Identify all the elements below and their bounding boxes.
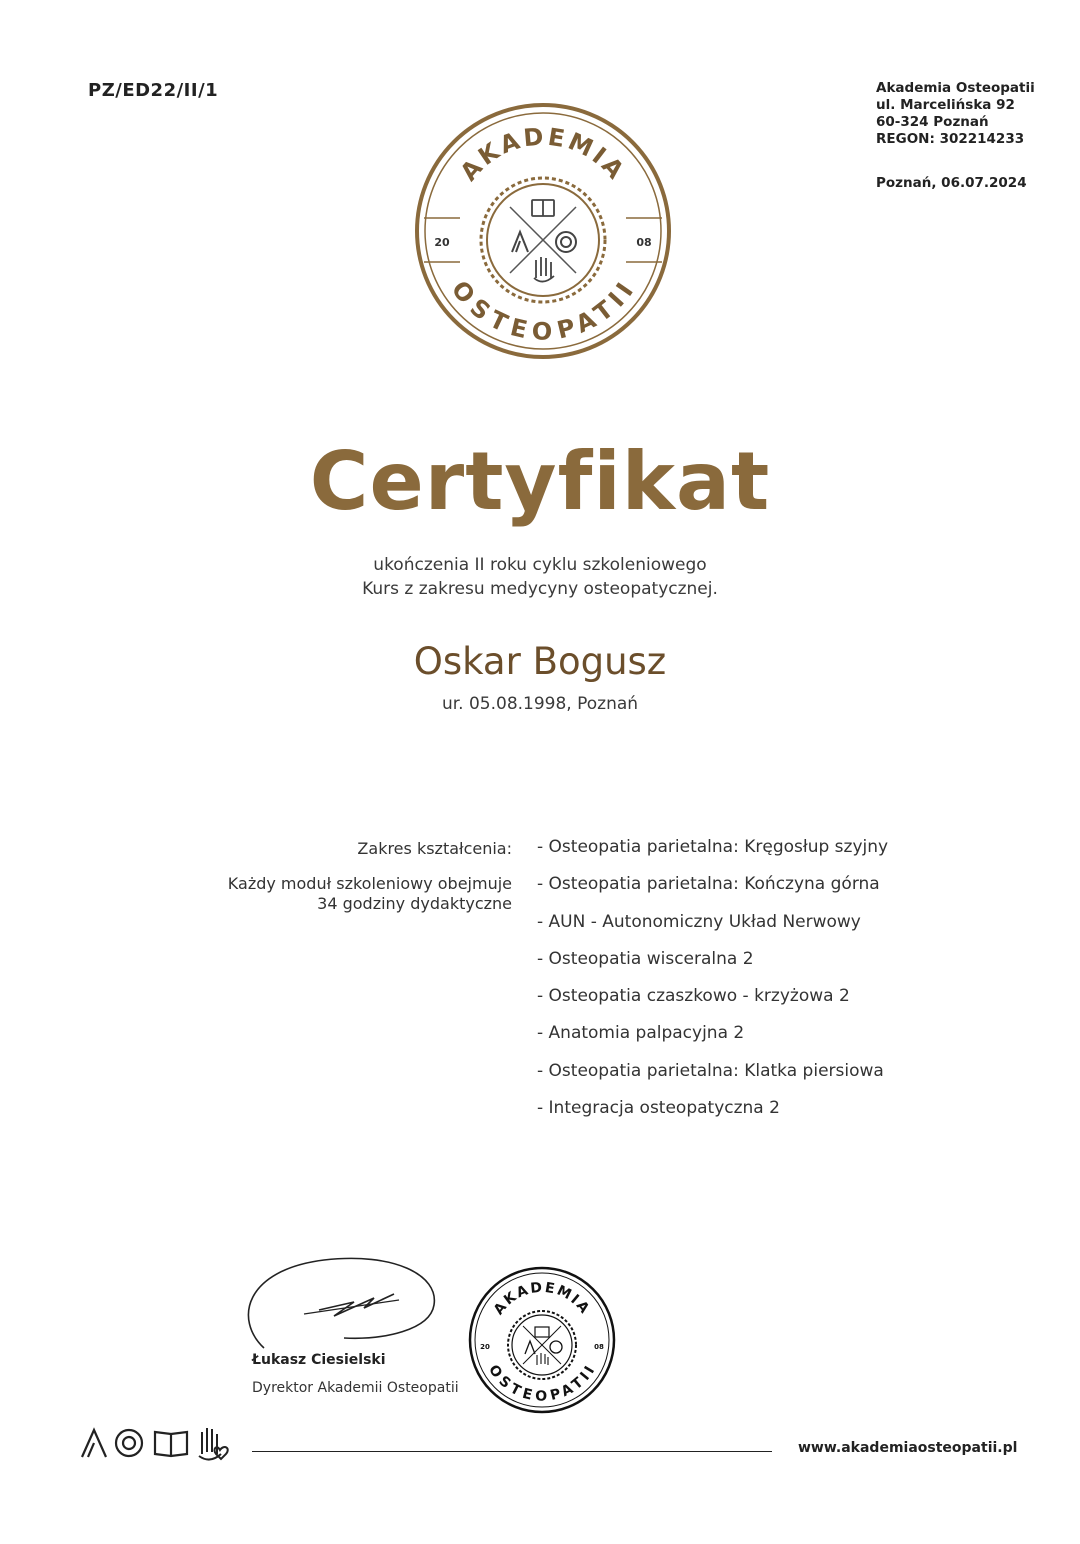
organization-postal-city: 60-324 Poznań <box>876 114 989 130</box>
seal-year-right: 08 <box>636 236 652 249</box>
scope-label: Zakres kształcenia: <box>357 839 512 858</box>
module-item: - Osteopatia parietalna: Klatka piersiowa <box>537 1060 884 1081</box>
seal-year-left: 20 <box>434 236 450 249</box>
certificate-subtitle <box>0 553 1080 601</box>
module-item: - Integracja osteopatyczna 2 <box>537 1098 780 1119</box>
module-item: - Osteopatia parietalna: Kończyna górna <box>537 874 880 895</box>
lambda-icon <box>82 1430 106 1457</box>
organization-address <box>876 80 1035 148</box>
handwritten-signature <box>234 1250 444 1355</box>
birth-info: ur. 05.08.1998, Poznań <box>441 694 639 714</box>
footer-divider <box>252 1451 772 1452</box>
seal-top-text: AKADEMIA <box>454 122 632 187</box>
module-list <box>537 835 888 1133</box>
module-item: - Osteopatia czaszkowo - krzyżowa 2 <box>537 986 850 1007</box>
organization-regon: REGON: 302214233 <box>876 131 1025 147</box>
book-icon <box>155 1432 187 1456</box>
organization-street: ul. Marcelińska 92 <box>876 97 1015 113</box>
scope-note-line-2: 34 godziny dydaktyczne <box>317 894 512 913</box>
signer-role: Dyrektor Akademii Osteopatii <box>252 1380 459 1396</box>
subtitle-line-1: ukończenia II roku cyklu szkoleniowego <box>373 555 707 575</box>
academy-seal-large <box>412 100 674 362</box>
reference-code: PZ/ED22/II/1 <box>88 80 219 101</box>
stamp-top-text: AKADEMIA <box>490 1279 594 1318</box>
svg-text:AKADEMIA <box>491 1280 593 1318</box>
module-item: - Osteopatia wisceralna 2 <box>537 948 754 969</box>
svg-text:AKADEMIA <box>455 122 632 186</box>
academy-stamp-small <box>467 1265 617 1415</box>
circle-icon <box>116 1430 142 1456</box>
certificate-title: Certyfikat <box>309 435 771 528</box>
stamp-bottom-text: OSTEOPATII <box>485 1362 600 1405</box>
module-item: - Osteopatia parietalna: Kręgosłup szyjny <box>537 837 889 857</box>
scope-note-line-1: Każdy moduł szkoleniowy obejmuje <box>227 874 512 893</box>
seal-bottom-text: OSTEOPATII <box>445 275 641 346</box>
module-item: - Anatomia palpacyjna 2 <box>537 1023 745 1044</box>
website-link[interactable]: www.akademiaosteopatii.pl <box>798 1440 1018 1456</box>
signer-name: Łukasz Ciesielski <box>252 1352 386 1368</box>
organization-name: Akademia Osteopatii <box>876 80 1035 96</box>
footer-icons <box>80 1424 232 1462</box>
scope-note <box>152 874 512 914</box>
subtitle-line-2: Kurs z zakresu medycyny osteopatycznej. <box>362 579 718 599</box>
recipient-name: Oskar Bogusz <box>413 640 667 683</box>
hand-heart-icon <box>199 1428 228 1460</box>
stamp-year-right: 08 <box>594 1343 604 1351</box>
stamp-year-left: 20 <box>480 1343 490 1351</box>
module-item: - AUN - Autonomiczny Układ Nerwowy <box>537 911 861 932</box>
place-date: Poznań, 06.07.2024 <box>876 175 1027 191</box>
